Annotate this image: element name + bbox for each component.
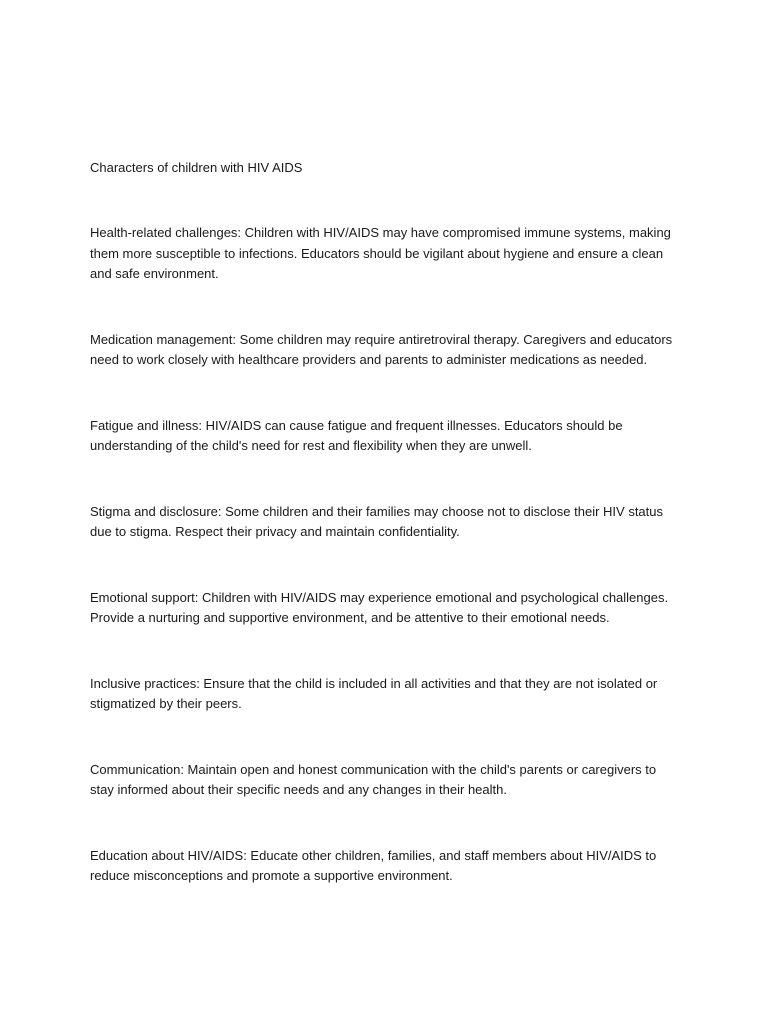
document-title: Characters of children with HIV AIDS [90, 160, 303, 175]
paragraph-fatigue-and-illness: Fatigue and illness: HIV/AIDS can cause fatigue and frequent illnesses. Educators should be understanding of the child's need for rest and flexibility when they are unwell. [90, 417, 623, 453]
paragraph-stigma-and-disclosure: Stigma and disclosure: Some children and their families may choose not to disclose their HIV status due to stigma. Respect their privacy and maintain confidentiality. [90, 503, 663, 539]
paragraph-emotional-support: Emotional support: Children with HIV/AIDS may experience emotional and psychological challenges. Provide a nurturing and supportive environment, and be attentive to their emotional needs. [90, 589, 669, 625]
paragraph-health-related-challenges: Health-related challenges: Children with HIV/AIDS may have compromised immune systems, making them more susceptible to infections. Educators should be vigilant about hygiene and ensure a clean and safe environment. [90, 225, 671, 281]
paragraph-communication: Communication: Maintain open and honest communication with the child's parents or caregivers to stay informed about their specific needs and any changes in their health. [90, 761, 657, 797]
document-body [90, 158, 680, 932]
paragraph-medication-management: Medication management: Some children may require antiretroviral therapy. Caregivers and educators need to work closely with healthcare providers and parents to administer medications as needed. [90, 331, 673, 367]
paragraph-inclusive-practices: Inclusive practices: Ensure that the child is included in all activities and that they are not isolated or stigmatized by their peers. [90, 675, 658, 711]
paragraph-education-about-hiv-aids: Education about HIV/AIDS: Educate other children, families, and staff members about HIV/AIDS to reduce misconceptions and promote a supportive environment. [90, 847, 657, 883]
